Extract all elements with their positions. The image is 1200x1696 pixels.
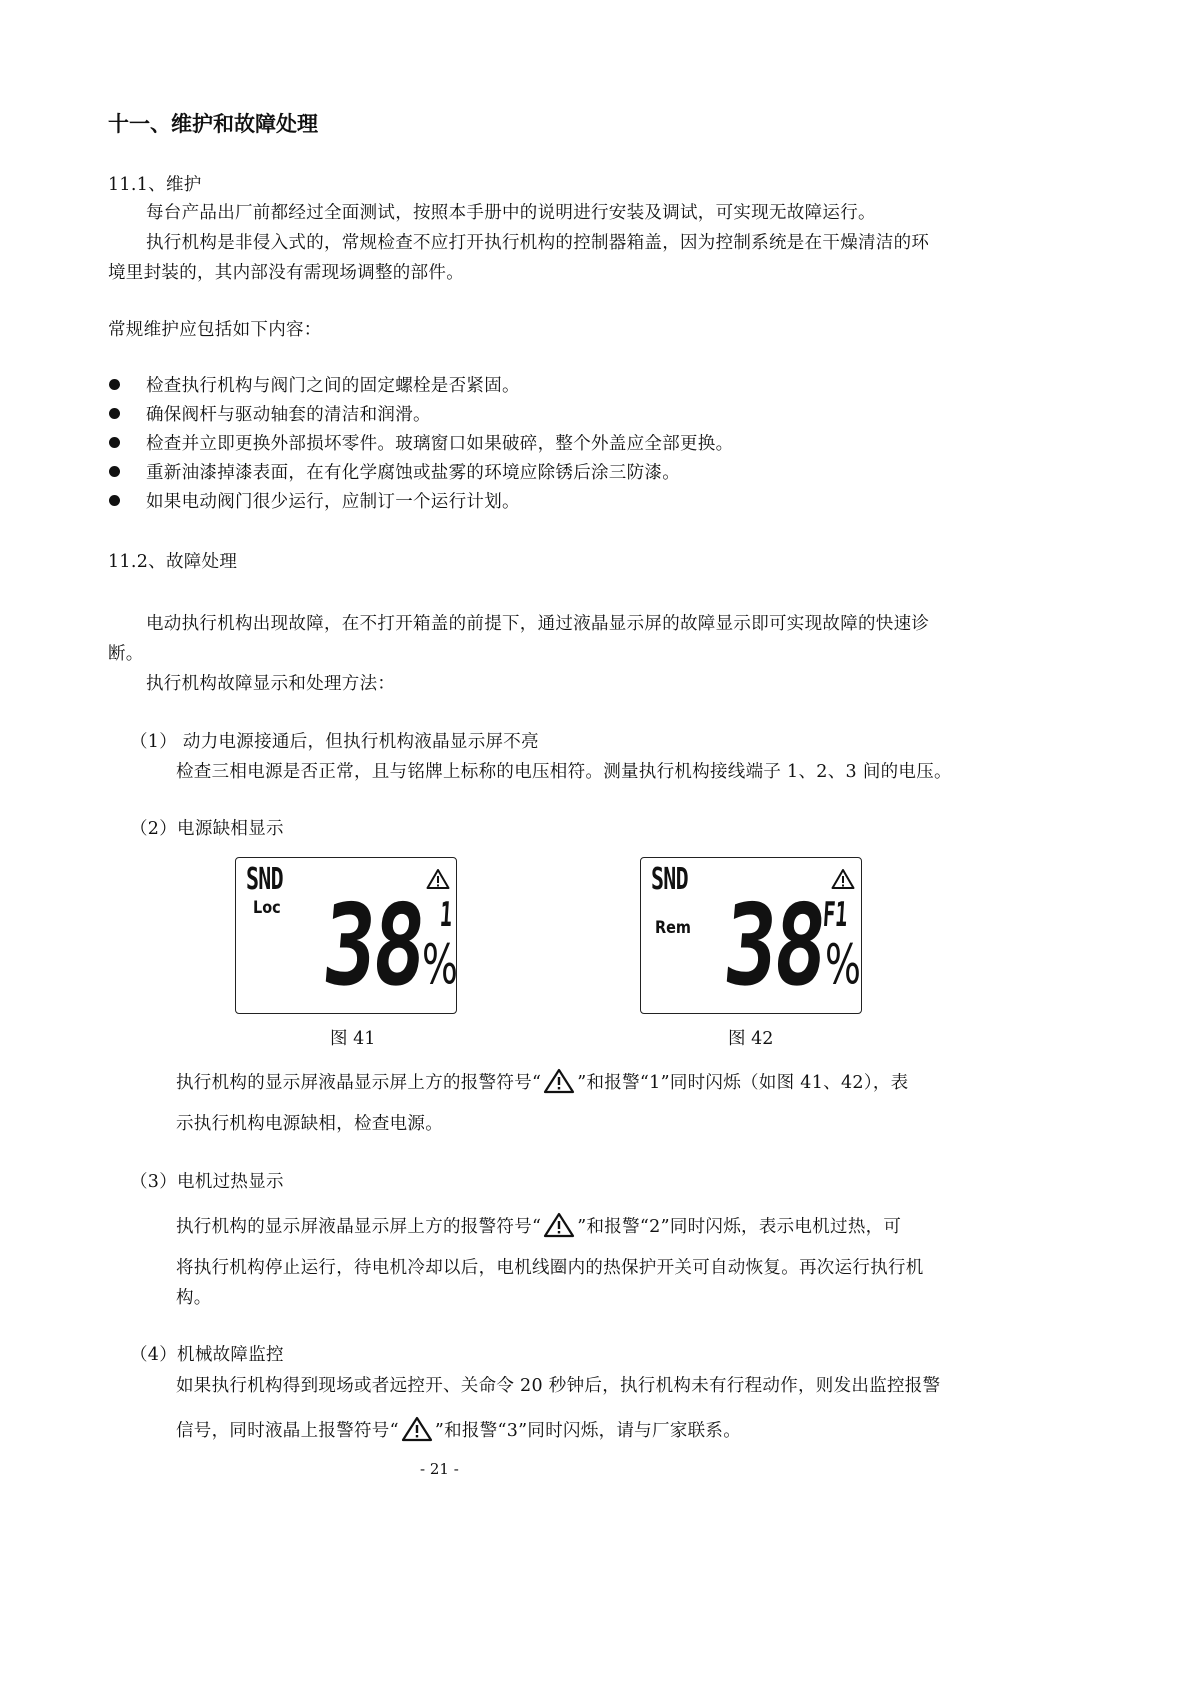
warning-icon [831,868,855,890]
paragraph: 常规维护应包括如下内容： [108,320,322,340]
bullet-icon [109,379,120,390]
figure-caption: 图 42 [728,1029,774,1049]
paragraph: 断。 [108,644,144,664]
bullet-icon [109,437,120,448]
mode-label: Loc [253,898,281,918]
paragraph: 构。 [176,1288,212,1308]
percent-value: 38 [719,881,829,1011]
brand-label: SND [651,862,688,897]
text-run: 执行机构的显示屏液晶显示屏上方的报警符号“ [176,1073,542,1093]
lcd-display-figure-42 [640,857,862,1014]
figure-caption: 图 41 [330,1029,376,1049]
paragraph: 将执行机构停止运行，待电机冷却以后，电机线圈内的热保护开关可自动恢复。再次运行执行机 [176,1258,924,1278]
list-item: 重新油漆掉漆表面，在有化学腐蚀或盐雾的环境应除锈后涂三防漆。 [146,463,680,483]
alarm-code: F1 [821,895,849,935]
bullet-icon [109,408,120,419]
subsection-title-maintenance: 11.1、维护 [108,175,202,195]
paragraph: 如果执行机构得到现场或者远控开、关命令 20 秒钟后，执行机构未有行程动作，则发出监控报警 [176,1376,941,1396]
fault-item-title: （4）机械故障监控 [130,1345,284,1365]
text-run: ”和报警“1”同时闪烁（如图 41、42），表 [577,1073,909,1093]
percent-unit: % [422,933,458,996]
page-number: - 21 - [420,1460,459,1478]
text-run: 执行机构的显示屏液晶显示屏上方的报警符号“ [176,1217,542,1237]
list-item: 确保阀杆与驱动轴套的清洁和润滑。 [146,405,431,425]
bullet-icon [109,495,120,506]
paragraph: 执行机构是非侵入式的，常规检查不应打开执行机构的控制器箱盖，因为控制系统是在干燥清洁的环 [146,233,930,253]
lcd-display-figure-41 [235,857,457,1014]
list-item: 如果电动阀门很少运行，应制订一个运行计划。 [146,492,520,512]
paragraph: 境里封装的，其内部没有需现场调整的部件。 [108,263,464,283]
warning-icon [401,1416,433,1442]
list-item: 检查执行机构与阀门之间的固定螺栓是否紧固。 [146,376,520,396]
text-run: ”和报警“2”同时闪烁，表示电机过热，可 [577,1217,902,1237]
text-run: ”和报警“3”同时闪烁，请与厂家联系。 [434,1421,742,1441]
warning-icon [426,868,450,890]
fault-item-title: （2）电源缺相显示 [130,819,284,839]
text-run: 信号，同时液晶上报警符号“ [176,1421,399,1441]
mode-label: Rem [655,918,691,938]
subsection-title-troubleshooting: 11.2、故障处理 [108,552,238,572]
percent-unit: % [825,933,861,996]
paragraph: 检查三相电源是否正常，且与铭牌上标称的电压相符。测量执行机构接线端子 1、2、3 间的电压。 [176,762,952,782]
paragraph [176,1416,741,1442]
warning-icon [543,1212,575,1238]
paragraph: 每台产品出厂前都经过全面测试，按照本手册中的说明进行安装及调试，可实现无故障运行。 [146,203,876,223]
bullet-icon [109,466,120,477]
warning-icon [543,1068,575,1094]
brand-label: SND [246,862,283,897]
fault-item-title: （3）电机过热显示 [130,1172,284,1192]
alarm-code: 1 [438,895,454,935]
paragraph [176,1068,908,1094]
paragraph: 执行机构故障显示和处理方法： [146,674,396,694]
paragraph: 电动执行机构出现故障，在不打开箱盖的前提下，通过液晶显示屏的故障显示即可实现故障的快速诊 [146,614,930,634]
fault-item-title: （1） 动力电源接通后，但执行机构液晶显示屏不亮 [130,732,539,752]
paragraph [176,1212,901,1238]
list-item: 检查并立即更换外部损坏零件。玻璃窗口如果破碎，整个外盖应全部更换。 [146,434,734,454]
section-heading: 十一、维护和故障处理 [108,112,318,136]
percent-value: 38 [318,881,428,1011]
paragraph: 示执行机构电源缺相，检查电源。 [176,1114,443,1134]
